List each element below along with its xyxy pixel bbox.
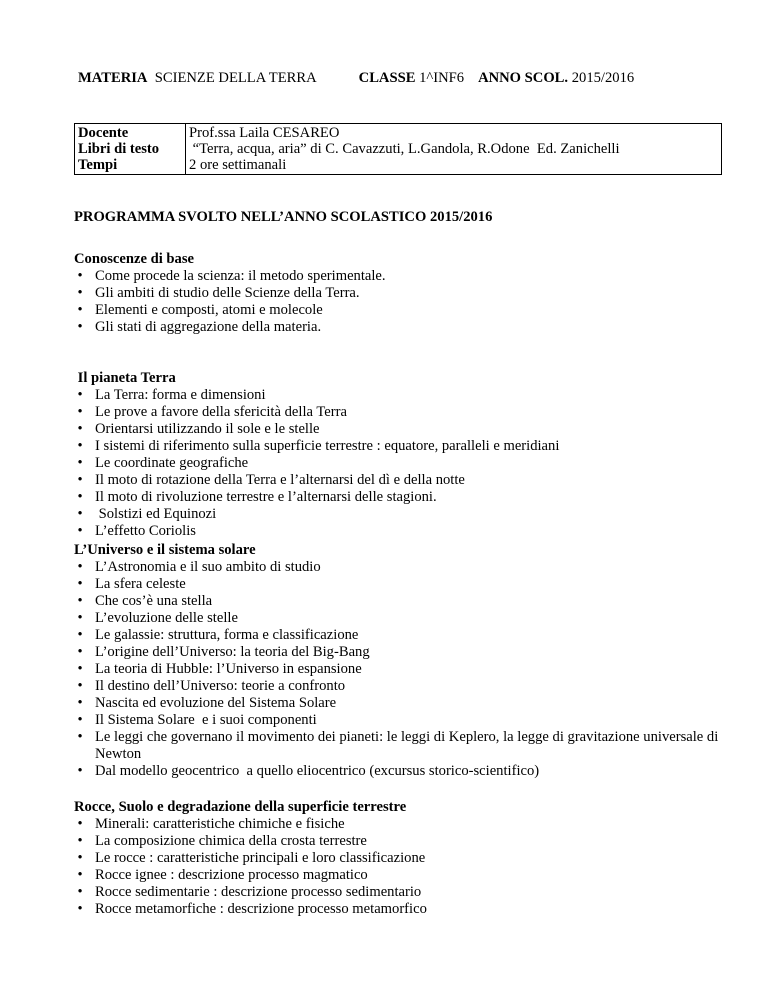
list-item-text: Gli ambiti di studio delle Scienze della Terra. xyxy=(95,285,360,301)
info-table xyxy=(74,123,722,175)
list-item-text: La composizione chimica della crosta terrestre xyxy=(95,833,367,849)
info-labels-cell xyxy=(75,124,186,175)
list-item xyxy=(74,319,724,336)
list-item-text: Solstizi ed Equinozi xyxy=(95,506,217,522)
bullet-icon: • xyxy=(77,421,83,437)
list-item xyxy=(74,610,724,627)
bullet-icon: • xyxy=(77,387,83,403)
list-item xyxy=(74,763,724,780)
list-item xyxy=(74,867,724,884)
list-item-text: Le coordinate geografiche xyxy=(95,455,249,471)
list-item xyxy=(74,268,724,285)
list-item xyxy=(74,302,724,319)
tempi-value: 2 ore settimanali xyxy=(189,157,287,173)
list-item-text: Il Sistema Solare e i suoi componenti xyxy=(95,712,317,728)
bullet-icon: • xyxy=(77,576,83,592)
bullet-icon: • xyxy=(77,455,83,471)
materia-label: MATERIA xyxy=(78,70,148,86)
list-item xyxy=(74,489,724,506)
section-title: Rocce, Suolo e degradazione della superficie terrestre xyxy=(74,799,407,815)
list-item-text: Come procede la scienza: il metodo sperimentale. xyxy=(95,268,386,284)
list-item xyxy=(74,438,724,455)
list-item xyxy=(74,387,724,404)
bullet-icon: • xyxy=(77,559,83,575)
bullet-icon: • xyxy=(77,644,83,660)
bullet-icon: • xyxy=(77,472,83,488)
list-item xyxy=(74,455,724,472)
list-item xyxy=(74,593,724,610)
list-item xyxy=(74,523,724,540)
list-item xyxy=(74,712,724,729)
anno-value: 2015/2016 xyxy=(571,70,635,86)
list-item-text: Il destino dell’Universo: teorie a confronto xyxy=(95,678,346,694)
bullet-icon: • xyxy=(77,610,83,626)
list-item-text: Elementi e composti, atomi e molecole xyxy=(95,302,323,318)
section-title: Il pianeta Terra xyxy=(74,370,176,386)
topic-list xyxy=(74,559,724,780)
info-values-cell xyxy=(186,124,722,175)
list-item-text: Rocce ignee : descrizione processo magmatico xyxy=(95,867,368,883)
bullet-icon: • xyxy=(77,695,83,711)
list-item xyxy=(74,644,724,661)
list-item xyxy=(74,472,724,489)
section-pianeta-terra xyxy=(74,370,724,540)
bullet-icon: • xyxy=(77,816,83,832)
topic-list xyxy=(74,816,724,918)
document-header xyxy=(78,70,634,87)
list-item-text: La Terra: forma e dimensioni xyxy=(95,387,266,403)
bullet-icon: • xyxy=(77,268,83,284)
anno-label: ANNO SCOL. xyxy=(478,70,569,86)
list-item xyxy=(74,576,724,593)
list-item xyxy=(74,729,724,763)
list-item-text: Rocce metamorfiche : descrizione processo metamorfico xyxy=(95,901,427,917)
list-item-text: Che cos’è una stella xyxy=(95,593,213,609)
bullet-icon: • xyxy=(77,506,83,522)
list-item-text: Le leggi che governano il movimento dei pianeti: le leggi di Keplero, la legge di gravitazione universale di Newton xyxy=(95,729,719,762)
bullet-icon: • xyxy=(77,319,83,335)
list-item xyxy=(74,695,724,712)
list-item xyxy=(74,661,724,678)
topic-list xyxy=(74,268,724,336)
bullet-icon: • xyxy=(77,763,83,779)
list-item-text: Orientarsi utilizzando il sole e le stelle xyxy=(95,421,320,437)
bullet-icon: • xyxy=(77,627,83,643)
bullet-icon: • xyxy=(77,285,83,301)
bullet-icon: • xyxy=(77,661,83,677)
bullet-icon: • xyxy=(77,523,83,539)
list-item xyxy=(74,816,724,833)
materia-value: SCIENZE DELLA TERRA xyxy=(154,70,317,86)
bullet-icon: • xyxy=(77,867,83,883)
list-item-text: Le galassie: struttura, forma e classificazione xyxy=(95,627,359,643)
section-title: Conoscenze di base xyxy=(74,251,194,267)
list-item xyxy=(74,404,724,421)
list-item-text: L’Astronomia e il suo ambito di studio xyxy=(95,559,321,575)
list-item xyxy=(74,901,724,918)
list-item xyxy=(74,833,724,850)
bullet-icon: • xyxy=(77,712,83,728)
list-item xyxy=(74,421,724,438)
list-item-text: Minerali: caratteristiche chimiche e fisiche xyxy=(95,816,345,832)
bullet-icon: • xyxy=(77,884,83,900)
list-item-text: I sistemi di riferimento sulla superficie terrestre : equatore, paralleli e meridiani xyxy=(95,438,560,454)
list-item-text: Nascita ed evoluzione del Sistema Solare xyxy=(95,695,337,711)
list-item-text: La teoria di Hubble: l’Universo in espansione xyxy=(95,661,362,677)
libri-label: Libri di testo xyxy=(78,141,160,157)
list-item xyxy=(74,627,724,644)
bullet-icon: • xyxy=(77,850,83,866)
list-item xyxy=(74,559,724,576)
section-conoscenze xyxy=(74,251,724,336)
list-item-text: Dal modello geocentrico a quello eliocentrico (excursus storico-scientifico) xyxy=(95,763,540,779)
classe-label: CLASSE xyxy=(358,70,416,86)
program-title: PROGRAMMA SVOLTO NELL’ANNO SCOLASTICO 2015/2016 xyxy=(74,209,493,225)
list-item-text: La sfera celeste xyxy=(95,576,186,592)
section-universo xyxy=(74,542,724,780)
classe-value: 1^INF6 xyxy=(419,70,465,86)
bullet-icon: • xyxy=(77,729,83,745)
list-item xyxy=(74,506,724,523)
list-item xyxy=(74,884,724,901)
list-item-text: Il moto di rivoluzione terrestre e l’alternarsi delle stagioni. xyxy=(95,489,437,505)
list-item-text: L’origine dell’Universo: la teoria del Big-Bang xyxy=(95,644,370,660)
list-item-text: L’evoluzione delle stelle xyxy=(95,610,238,626)
tempi-label: Tempi xyxy=(78,157,118,173)
bullet-icon: • xyxy=(77,593,83,609)
docente-value: Prof.ssa Laila CESAREO xyxy=(189,125,340,141)
bullet-icon: • xyxy=(77,489,83,505)
bullet-icon: • xyxy=(77,438,83,454)
list-item-text: Le rocce : caratteristiche principali e loro classificazione xyxy=(95,850,426,866)
topic-list xyxy=(74,387,724,540)
list-item xyxy=(74,285,724,302)
list-item-text: L’effetto Coriolis xyxy=(95,523,196,539)
section-rocce xyxy=(74,799,724,918)
docente-label: Docente xyxy=(78,125,129,141)
libri-value: “Terra, acqua, aria” di C. Cavazzuti, L.Gandola, R.Odone Ed. Zanichelli xyxy=(189,141,620,157)
list-item-text: Il moto di rotazione della Terra e l’alternarsi del dì e della notte xyxy=(95,472,465,488)
bullet-icon: • xyxy=(77,833,83,849)
list-item xyxy=(74,678,724,695)
bullet-icon: • xyxy=(77,678,83,694)
bullet-icon: • xyxy=(77,404,83,420)
section-title: L’Universo e il sistema solare xyxy=(74,542,256,558)
list-item-text: Le prove a favore della sfericità della Terra xyxy=(95,404,347,420)
list-item xyxy=(74,850,724,867)
bullet-icon: • xyxy=(77,302,83,318)
bullet-icon: • xyxy=(77,901,83,917)
list-item-text: Rocce sedimentarie : descrizione processo sedimentario xyxy=(95,884,422,900)
list-item-text: Gli stati di aggregazione della materia. xyxy=(95,319,322,335)
